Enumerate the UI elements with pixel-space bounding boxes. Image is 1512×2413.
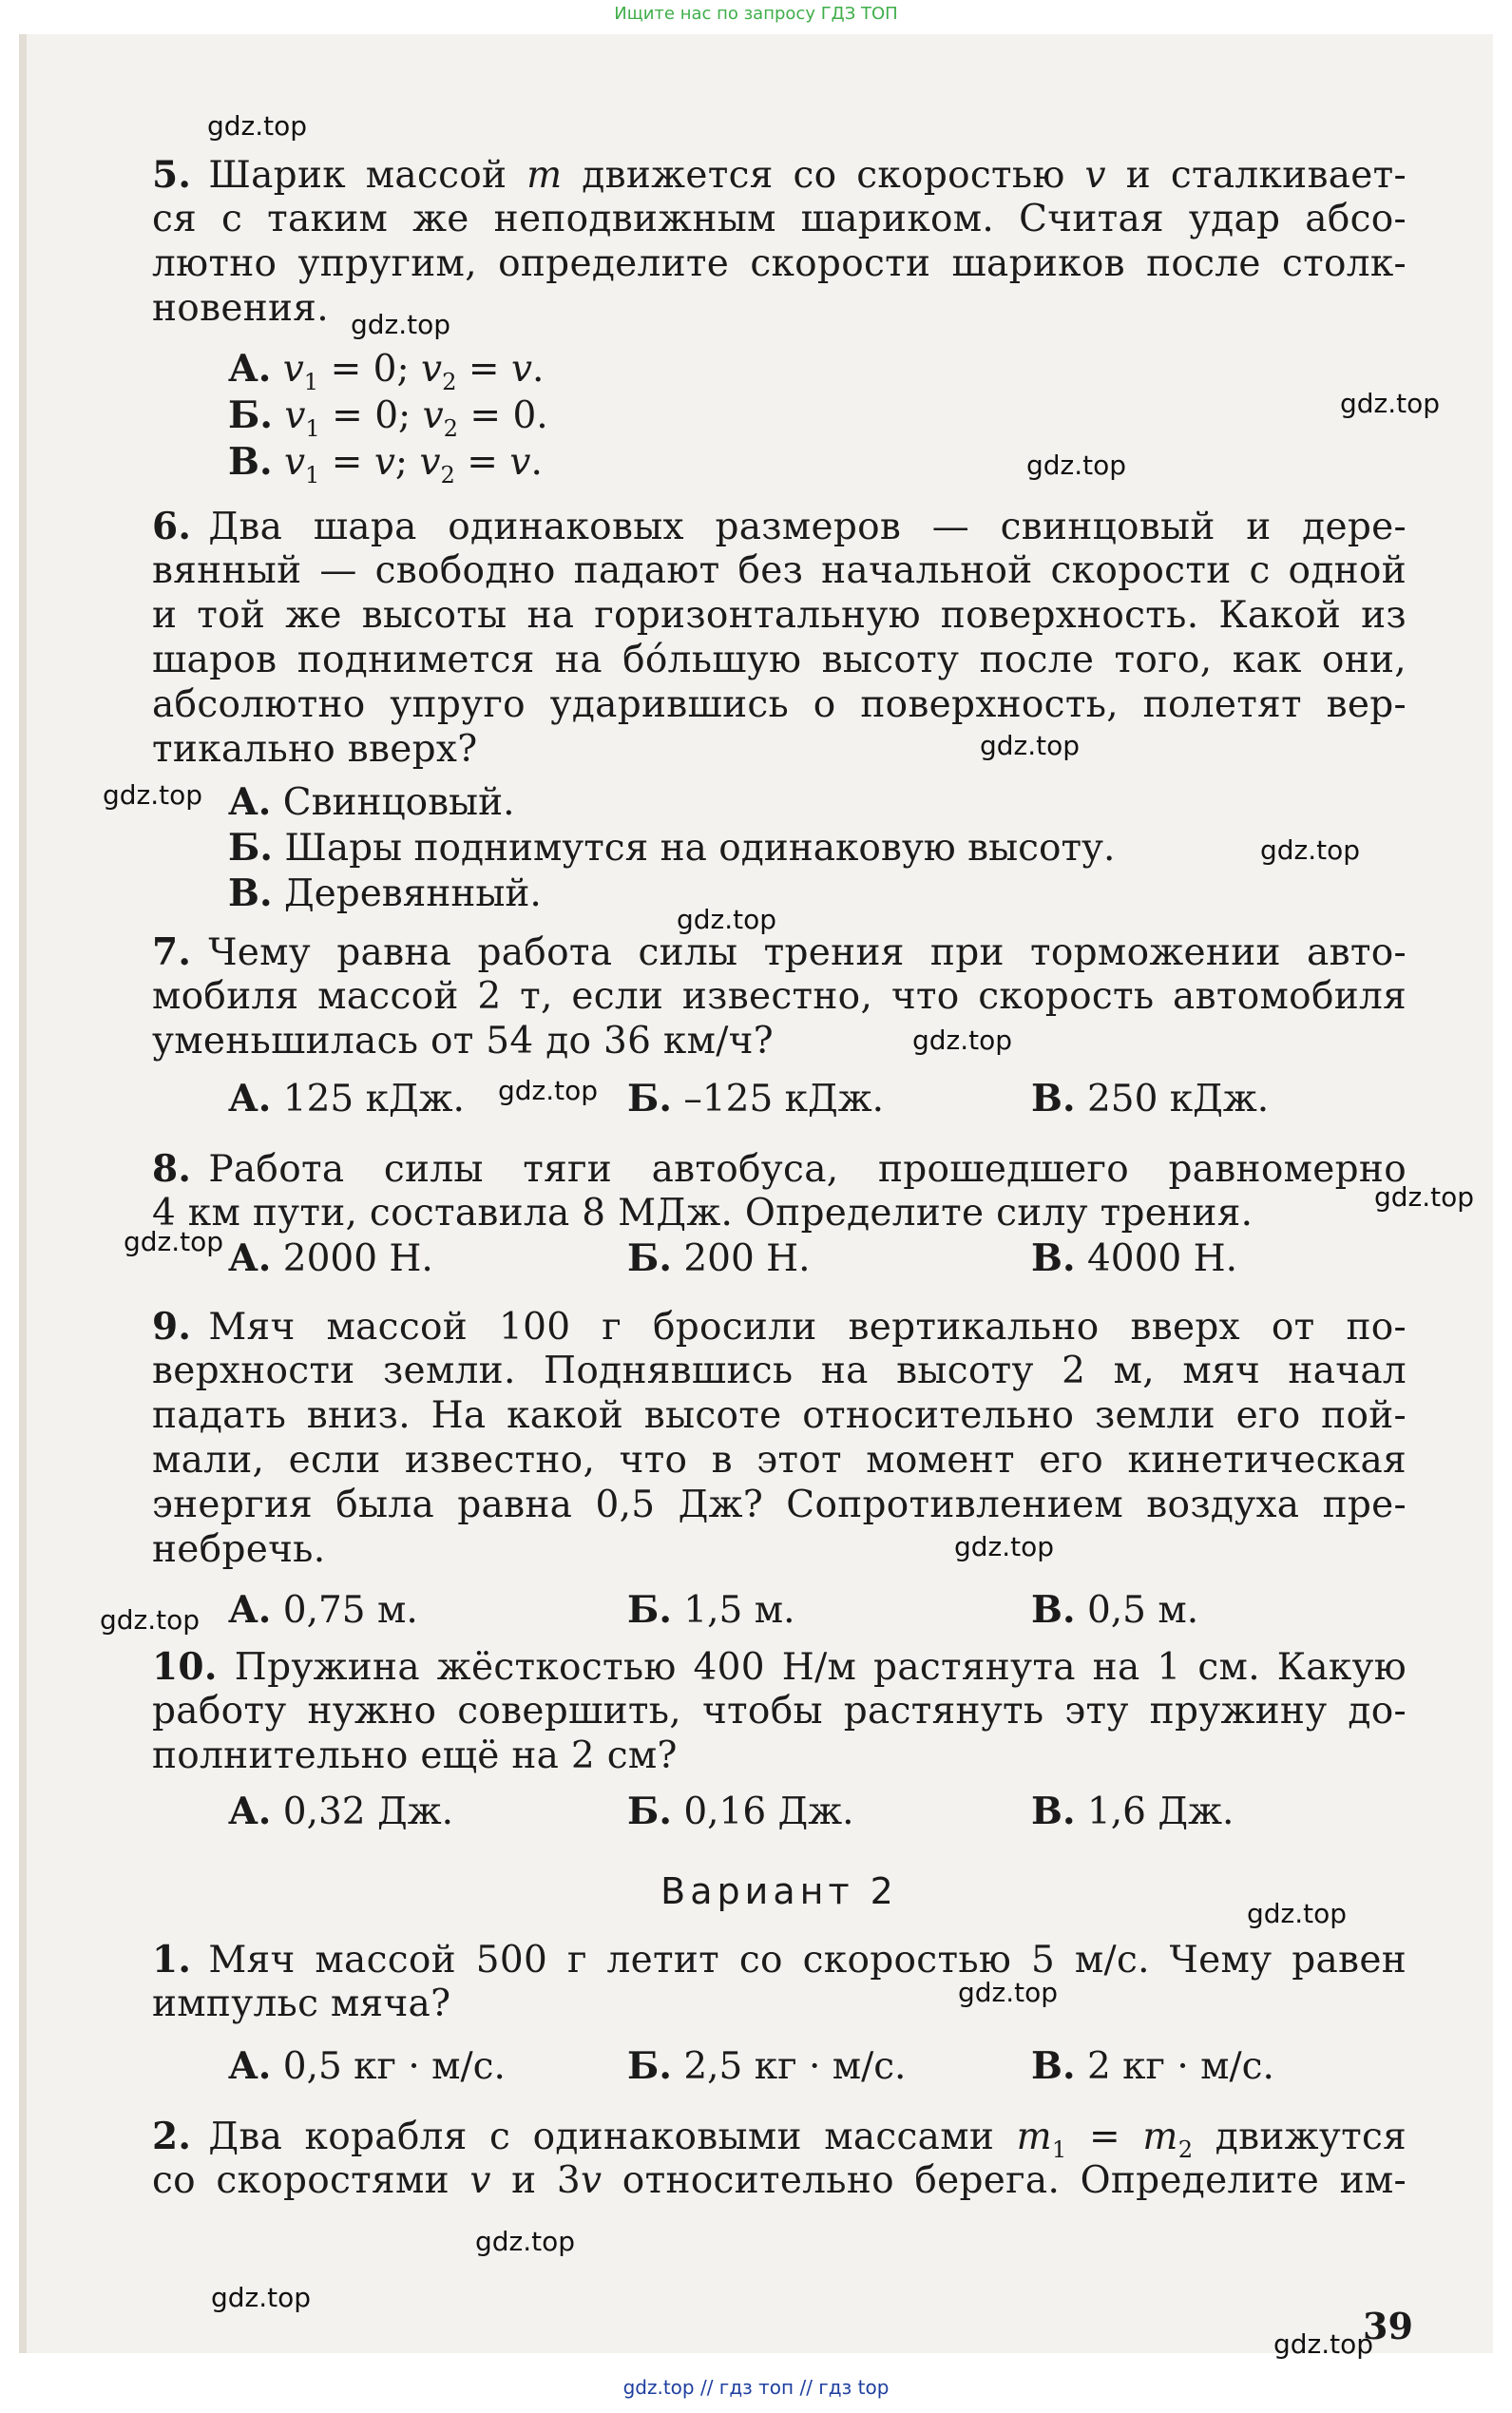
problem-text-line: ся с таким же неподвижным шариком. Считая удар абсо-: [152, 198, 1407, 240]
problem-text-line: вянный — свободно падают без начальной скорости с одной: [152, 549, 1407, 592]
option-b[interactable]: Б. 0,16 Дж.: [627, 1790, 854, 1833]
problem-text-line: лютно упругим, определите скорости шариков после столк-: [152, 242, 1407, 285]
option-a[interactable]: А. 0,5 кг · м/с.: [228, 2044, 506, 2088]
watermark: gdz.top: [103, 779, 203, 811]
top-banner[interactable]: Ищите нас по запросу ГДЗ ТОП: [614, 4, 898, 24]
watermark: gdz.top: [1273, 2328, 1374, 2360]
watermark: gdz.top: [475, 2226, 576, 2257]
problem-text-line: импульс мяча?: [152, 1982, 451, 2025]
option-b[interactable]: Б. 2,5 кг · м/с.: [627, 2044, 907, 2088]
watermark: gdz.top: [1340, 388, 1441, 419]
problem-text-line: тикально вверх?: [152, 728, 478, 771]
option-b[interactable]: Б. 200 Н.: [627, 1236, 811, 1280]
problem-text-line: энергия была равна 0,5 Дж? Сопротивлением воздуха пре-: [152, 1484, 1407, 1526]
option-a[interactable]: А. 125 кДж.: [228, 1077, 465, 1120]
watermark: gdz.top: [211, 2282, 312, 2313]
watermark: gdz.top: [1374, 1181, 1475, 1213]
bottom-banner[interactable]: gdz.top // гдз топ // гдз top: [622, 2376, 890, 2399]
option-b[interactable]: Б. Шары поднимутся на одинаковую высоту.: [228, 826, 1116, 870]
watermark: gdz.top: [1247, 1898, 1348, 1929]
option-a[interactable]: А. Свинцовый.: [228, 780, 515, 824]
problem-text-line: мали, если известно, что в этот момент его кинетическая: [152, 1439, 1407, 1482]
option-a[interactable]: А. 0,32 Дж.: [228, 1790, 453, 1833]
watermark: gdz.top: [1260, 834, 1361, 866]
problem-number: 7.: [152, 930, 192, 974]
problem-text-line: работу нужно совершить, чтобы растянуть эту пружину до-: [152, 1690, 1407, 1733]
watermark: gdz.top: [498, 1075, 599, 1106]
problem-number: 9.: [152, 1305, 192, 1349]
problem-number: 2.: [152, 2115, 192, 2158]
option-a[interactable]: А. 0,75 м.: [228, 1588, 418, 1632]
problem-number: 10.: [152, 1645, 218, 1689]
watermark: gdz.top: [912, 1025, 1013, 1056]
problem-number: 1.: [152, 1938, 192, 1982]
watermark: gdz.top: [954, 1531, 1055, 1562]
watermark: gdz.top: [124, 1226, 224, 1257]
variant-heading: Вариант 2: [660, 1870, 898, 1912]
watermark: gdz.top: [980, 730, 1081, 761]
problem-text-line: верхности земли. Поднявшись на высоту 2 м, мяч начал: [152, 1350, 1407, 1392]
option-b[interactable]: Б. 1,5 м.: [627, 1588, 795, 1632]
option-c[interactable]: В. 2 кг · м/с.: [1031, 2044, 1274, 2088]
option-c[interactable]: В. 4000 Н.: [1031, 1236, 1238, 1280]
problem-text-line: абсолютно упруго ударившись о поверхность, полетят вер-: [152, 683, 1407, 726]
problem-number: 8.: [152, 1147, 192, 1191]
option-c[interactable]: В. $v_1 = v$; $v_2 = v$.: [228, 440, 543, 488]
problem-text-line: новения.: [152, 287, 329, 330]
option-c[interactable]: В. 0,5 м.: [1031, 1588, 1199, 1632]
problem-text-line: полнительно ещё на 2 см?: [152, 1734, 678, 1777]
page-number: 39: [1363, 2305, 1413, 2347]
option-b[interactable]: Б. $v_1 = 0$; $v_2 = 0$.: [228, 393, 548, 442]
option-c[interactable]: В. 250 кДж.: [1031, 1077, 1270, 1120]
watermark: gdz.top: [958, 1977, 1059, 2008]
problem-text-line: шаров поднимется на бóльшую высоту после того, как они,: [152, 639, 1407, 681]
watermark: gdz.top: [1026, 450, 1127, 481]
problem-text-line: и той же высоты на горизонтальную поверхность. Какой из: [152, 594, 1407, 637]
problem-text-line: уменьшилась от 54 до 36 км/ч?: [152, 1020, 774, 1063]
watermark: gdz.top: [351, 309, 451, 340]
problem-number: 5.: [152, 153, 192, 197]
option-c[interactable]: В. Деревянный.: [228, 871, 542, 915]
watermark: gdz.top: [100, 1604, 201, 1636]
option-c[interactable]: В. 1,6 Дж.: [1031, 1790, 1234, 1833]
option-a[interactable]: А. 2000 Н.: [228, 1236, 433, 1280]
watermark: gdz.top: [207, 110, 308, 142]
problem-text-line: мобиля массой 2 т, если известно, что скорость автомобиля: [152, 975, 1407, 1018]
problem-number: 6.: [152, 505, 192, 548]
option-a[interactable]: А. $v_1 = 0$; $v_2 = v$.: [228, 347, 545, 395]
watermark: gdz.top: [677, 904, 777, 935]
problem-text-line: падать вниз. На какой высоте относительно земли его пой-: [152, 1394, 1407, 1437]
page-edge: [19, 34, 27, 2353]
problem-text-line: небречь.: [152, 1528, 326, 1571]
problem-text-line: 4 км пути, составила 8 МДж. Определите силу трения.: [152, 1192, 1254, 1235]
option-b[interactable]: Б. –125 кДж.: [627, 1077, 885, 1120]
